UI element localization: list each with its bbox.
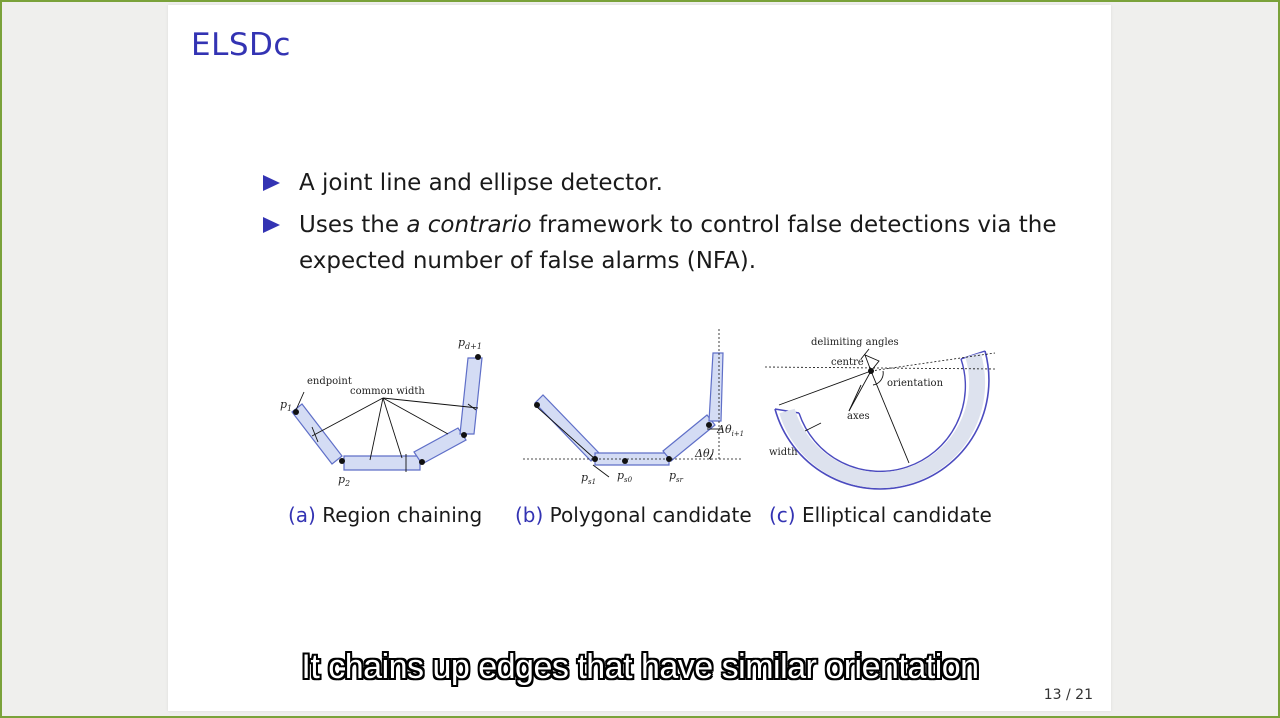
label-p1: $p_1$ <box>280 398 293 413</box>
caption-tag: (a) <box>288 503 316 527</box>
bullet-text-post: framework to control false detections via the expected number of false alarms (NFA). <box>299 212 1057 274</box>
label-psr: $p_{sr}$ <box>669 469 683 484</box>
page-number: 13 / 21 <box>1043 687 1093 703</box>
label-common-width: common width <box>350 386 425 397</box>
figure-polygonal-candidate <box>523 325 758 495</box>
label-orientation: orientation <box>887 378 944 389</box>
label-pd1: $p_{d+1}$ <box>458 336 482 351</box>
caption-b <box>515 503 752 527</box>
bullet-text: A joint line and ellipse detector. <box>299 170 663 196</box>
label-width: width <box>769 447 798 458</box>
caption-text: Polygonal candidate <box>549 503 752 527</box>
slide <box>168 5 1111 711</box>
label-centre: centre <box>831 357 864 368</box>
label-ps1: $p_{s1}$ <box>581 471 597 486</box>
caption-c <box>769 503 992 527</box>
label-dtheta-i1: $\Delta\theta_{i+1}$ <box>717 423 745 438</box>
figure-elliptical-candidate <box>765 331 1005 491</box>
bullet-triangle-icon <box>263 175 280 191</box>
label-dtheta-i: $\Delta\theta_i$ <box>695 447 712 462</box>
label-axes: axes <box>847 411 870 422</box>
caption-tag: (b) <box>515 503 544 527</box>
caption-a <box>288 503 482 527</box>
bullet-item <box>263 207 1063 279</box>
bullet-item <box>263 165 1063 201</box>
bullet-text-emphasis: a contrario <box>406 212 532 238</box>
label-endpoint: endpoint <box>307 376 352 387</box>
label-delimiting-angles: delimiting angles <box>811 337 899 348</box>
caption-text: Region chaining <box>322 503 483 527</box>
label-p2: $p_2$ <box>338 473 351 488</box>
bullet-list <box>263 165 1063 285</box>
bullet-triangle-icon <box>263 217 280 233</box>
figure-region-chaining <box>278 328 493 498</box>
video-subtitle: It chains up edges that have similar orientation <box>301 648 979 686</box>
caption-text: Elliptical candidate <box>801 503 992 527</box>
bullet-text-pre: Uses the <box>299 212 407 238</box>
slide-title: ELSDc <box>191 27 291 63</box>
label-ps0: $p_{s0}$ <box>617 469 633 484</box>
caption-tag: (c) <box>769 503 796 527</box>
